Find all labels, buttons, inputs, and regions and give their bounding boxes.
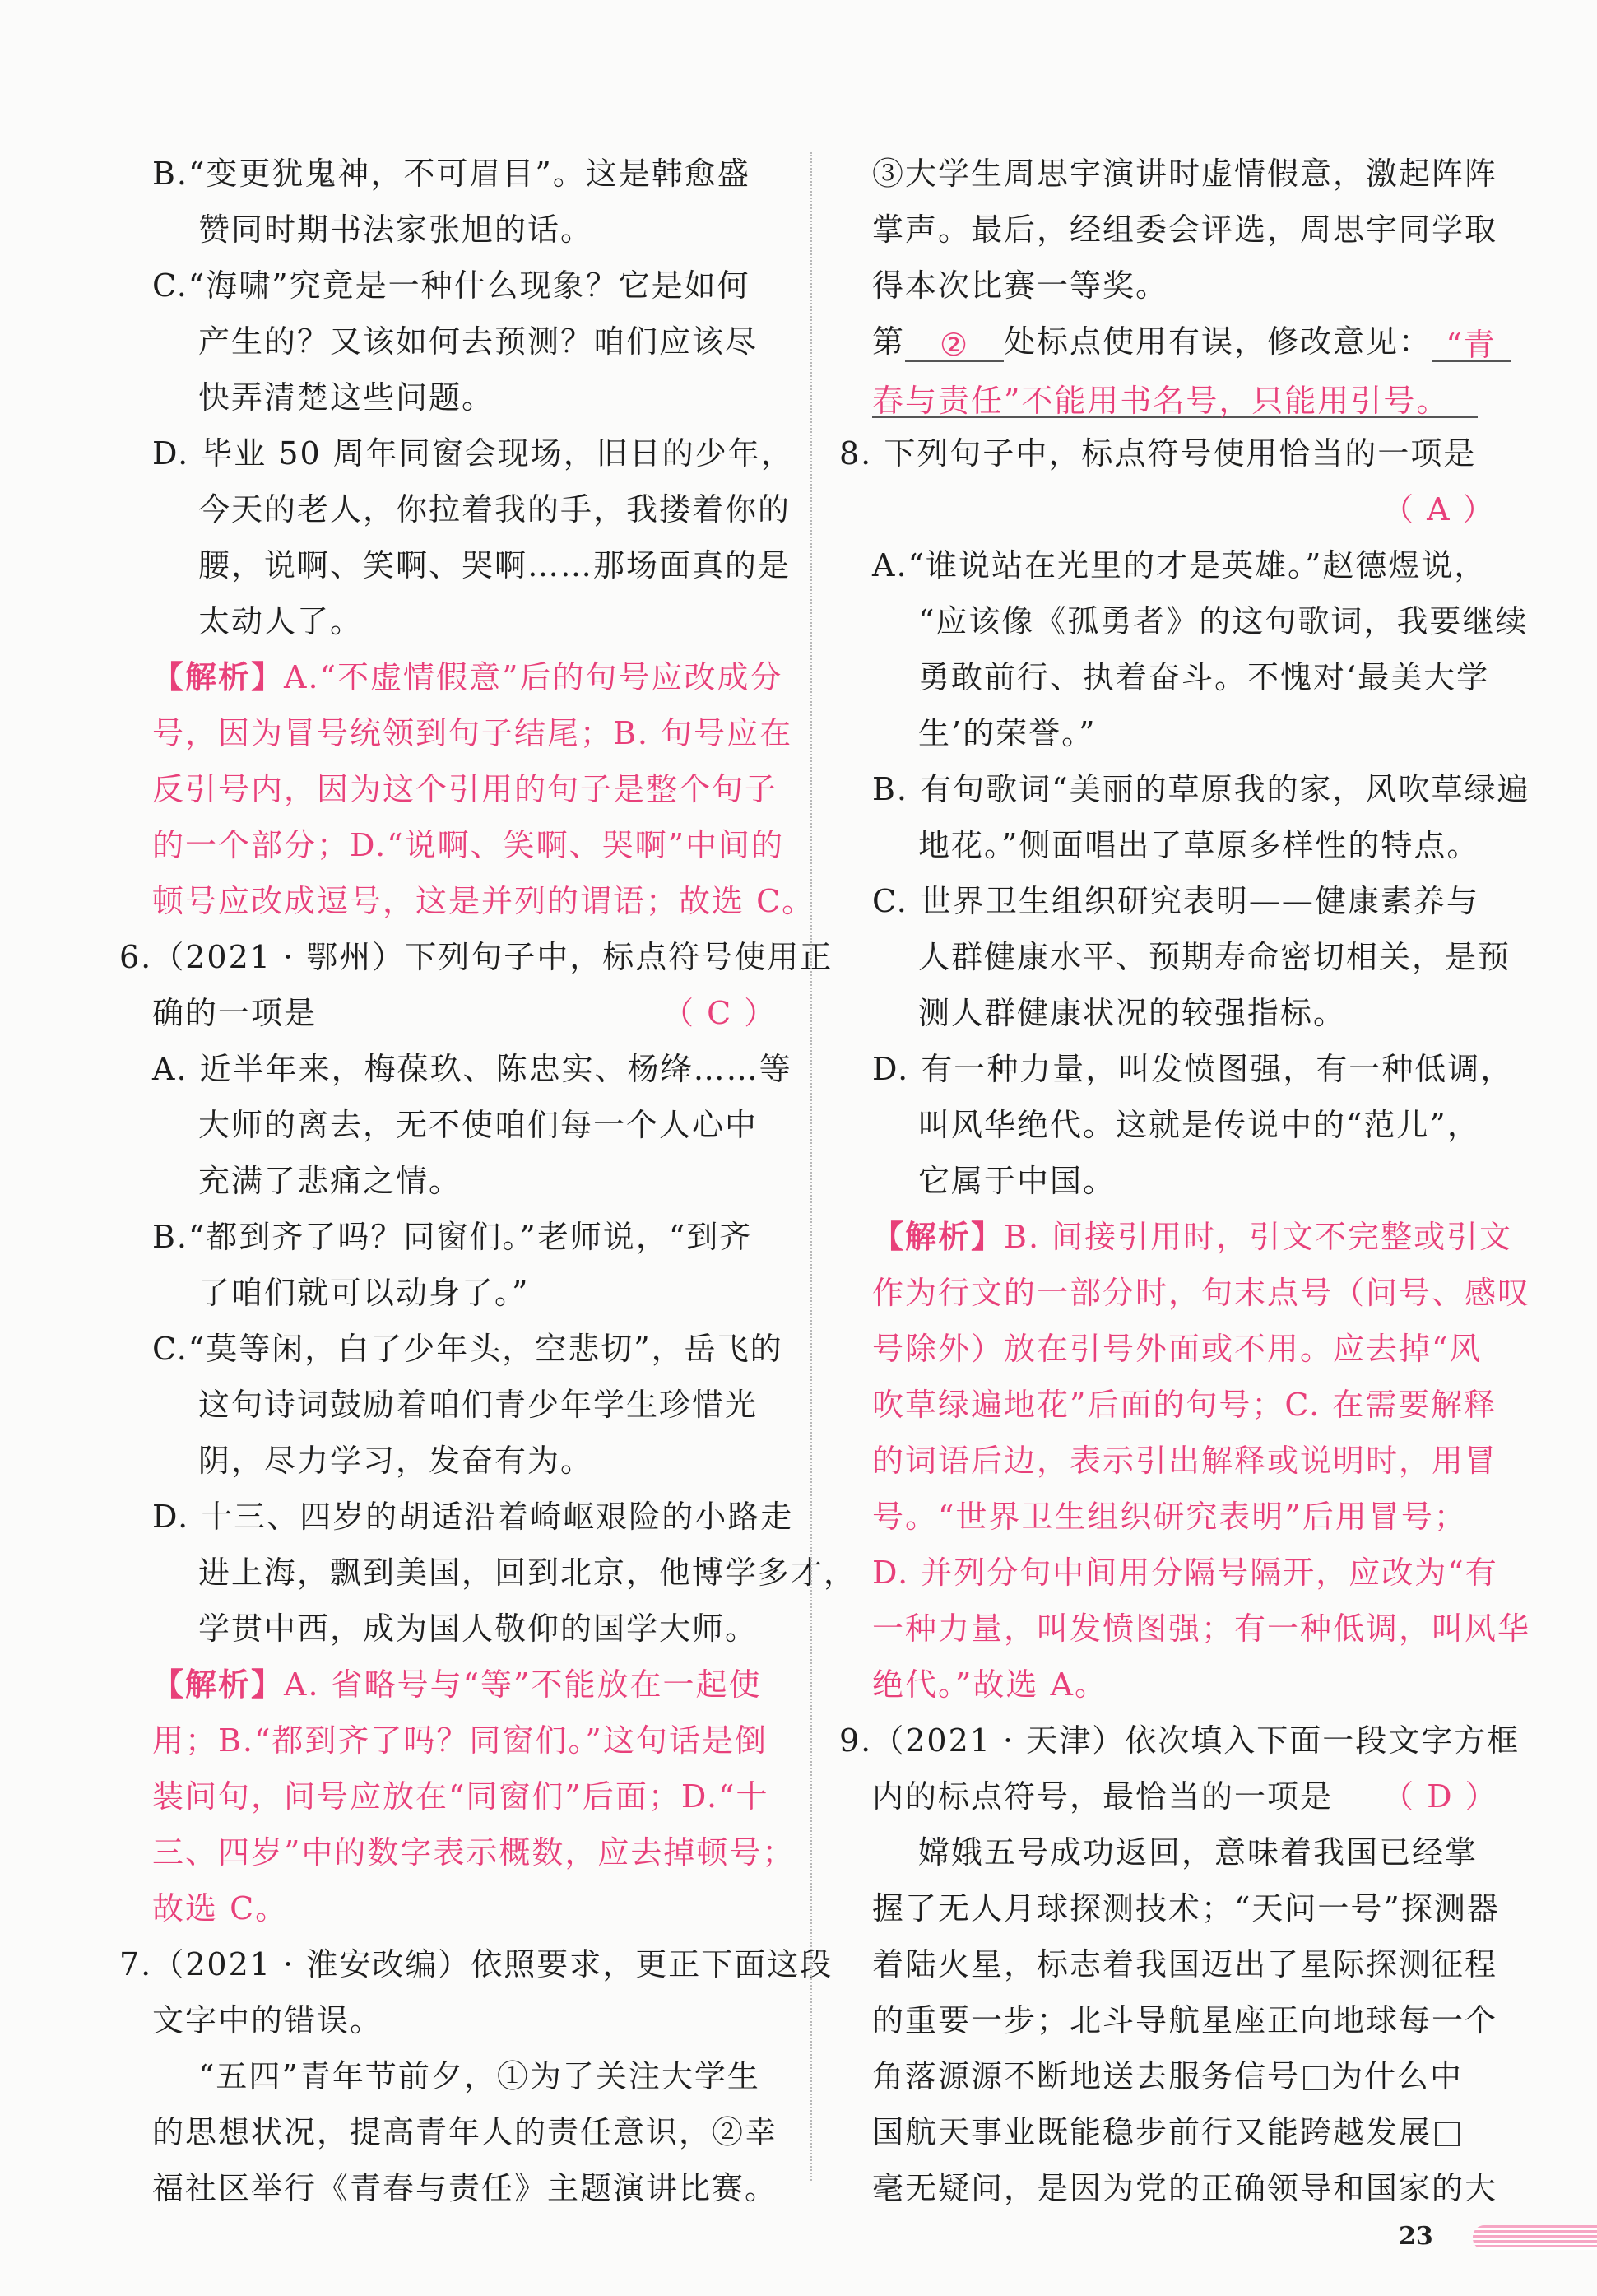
q8-analysis-line5: 的词语后边，表示引出解释或说明时，用冒 [872, 1443, 1498, 1479]
q5-option-d-line2: 今天的老人，你拉着我的手，我搂着你的 [198, 491, 792, 528]
q7-passage-line3: 福社区举行《青春与责任》主题演讲比赛。 [152, 2170, 778, 2206]
punctuation-box-2 [1435, 2122, 1460, 2146]
q6-option-a-line1: A. 近半年来，梅葆玖、陈忠实、杨绛……等 [152, 1051, 792, 1087]
q8-option-b-line1: B. 有句歌词“美丽的草原我的家，风吹草绿遍 [872, 771, 1530, 807]
q7-blank-answer: ② [905, 324, 1004, 362]
q6-analysis-line2: 用；B.“都到齐了吗？同窗们。”这句话是倒 [152, 1722, 768, 1759]
q6-analysis-line3: 装问句，问号应放在“同窗们”后面；D.“十 [152, 1778, 769, 1815]
q7-passage-line6: 得本次比赛一等奖。 [872, 267, 1169, 304]
analysis-tag: 【解析】 [152, 658, 285, 695]
q8-option-c-line1: C. 世界卫生组织研究表明——健康素养与 [872, 883, 1479, 919]
q6-analysis-line4: 三、四岁”中的数字表示概数，应去掉顿号； [152, 1834, 796, 1871]
page-number: 23 [1399, 2222, 1433, 2251]
q6-option-b-line1: B.“都到齐了吗？同窗们。”老师说，“到齐 [152, 1219, 753, 1255]
q6-option-c-line1: C.“莫等闲，白了少年头，空悲切”，岳飞的 [152, 1331, 783, 1367]
q5-option-b-line1: B.“变更犹鬼神，不可眉目”。这是韩愈盛 [152, 156, 750, 192]
q8-option-a-line4: 生’的荣誉。” [918, 715, 1097, 751]
q8-stem: 8. 下列句子中，标点符号使用恰当的一项是 [839, 435, 1477, 472]
q5-analysis-line2: 号，因为冒号统领到句子结尾；B. 句号应在 [152, 715, 793, 751]
q9-passage-line7: 毫无疑问，是因为党的正确领导和国家的大 [872, 2170, 1498, 2206]
column-divider [810, 152, 812, 2181]
q7-stem-line2: 文字中的错误。 [152, 2002, 383, 2038]
q7-passage-line1: “五四”青年节前夕，①为了关注大学生 [198, 2058, 760, 2094]
q8-option-c-line3: 测人群健康状况的较强指标。 [918, 995, 1347, 1031]
q8-option-d-line2: 叫风华绝代。这就是传说中的“范儿”， [918, 1107, 1480, 1143]
q6-option-d-line1: D. 十三、四岁的胡适沿着崎岖艰险的小路走 [152, 1499, 794, 1535]
q6-option-a-line3: 充满了悲痛之情。 [198, 1163, 462, 1199]
q9-passage-line2: 握了无人月球探测技术；“天问一号”探测器 [872, 1890, 1500, 1927]
q9-stem-line1: 9.（2021 · 天津）依次填入下面一段文字方框 [839, 1722, 1520, 1759]
q5-option-b-line2: 赞同时期书法家张旭的话。 [198, 211, 594, 248]
q9-passage-line1: 嫦娥五号成功返回，意味着我国已经掌 [918, 1834, 1479, 1871]
q6-analysis-line1: 【解析】A. 省略号与“等”不能放在一起使 [152, 1666, 762, 1703]
q7-correction-part2: 春与责任”不能用书名号，只能用引号。 [872, 380, 1478, 418]
q7-passage-line2: 的思想状况，提高青年人的责任意识，②幸 [152, 2114, 778, 2150]
q5-option-c-line2: 产生的？又该如何去预测？咱们应该尽 [198, 323, 759, 360]
analysis-tag: 【解析】 [152, 1666, 285, 1703]
q8-option-b-line2: 地花。”侧面唱出了草原多样性的特点。 [918, 827, 1480, 863]
q9-stem-line2: 内的标点符号，最恰当的一项是 [872, 1778, 1334, 1815]
q8-option-a-line1: A.“谁说站在光里的才是英雄。”赵德煜说， [872, 547, 1488, 583]
q6-stem-line1: 6.（2021 · 鄂州）下列句子中，标点符号使用正 [119, 939, 833, 975]
q5-analysis-line3: 反引号内，因为这个引用的句子是整个句子 [152, 771, 778, 807]
q5-option-d-line1: D. 毕业 50 周年同窗会现场，旧日的少年， [152, 435, 794, 472]
q9-passage-line3: 着陆火星，标志着我国迈出了星际探测征程 [872, 1946, 1498, 1982]
q5-analysis-line4: 的一个部分；D.“说啊、笑啊、哭啊”中间的 [152, 827, 785, 863]
q5-option-d-line4: 太动人了。 [198, 603, 364, 639]
q6-answer: （ C ） [662, 995, 778, 1031]
q8-analysis-line2: 作为行文的一部分时，句末点号（问号、感叹 [872, 1275, 1531, 1311]
page-number-decoration [1473, 2225, 1597, 2250]
q8-option-a-line3: 勇敢前行、执着奋斗。不愧对‘最美大学 [918, 659, 1490, 695]
q8-option-c-line2: 人群健康水平、预期寿命密切相关，是预 [918, 939, 1511, 975]
q8-analysis-line8: 一种力量，叫发愤图强；有一种低调，叫风华 [872, 1610, 1531, 1647]
q6-option-c-line3: 阴，尽力学习，发奋有为。 [198, 1443, 594, 1479]
q6-option-b-line2: 了咱们就可以动身了。” [198, 1275, 530, 1311]
q9-passage-line5: 角落源源不断地送去服务信号 为什么中 [872, 2058, 1464, 2094]
q6-option-d-line2: 进上海，飘到美国，回到北京，他博学多才， [198, 1555, 857, 1591]
q8-analysis-line3: 号除外）放在引号外面或不用。应去掉“风 [872, 1331, 1483, 1367]
q8-option-d-line3: 它属于中国。 [918, 1163, 1117, 1199]
q5-option-c-line1: C.“海啸”究竟是一种什么现象？它是如何 [152, 267, 750, 304]
q9-passage-line6: 国航天事业既能稳步前行又能跨越发展 [872, 2112, 1463, 2153]
q6-option-c-line2: 这句诗词鼓励着咱们青少年学生珍惜光 [198, 1387, 759, 1423]
q6-option-d-line3: 学贯中西，成为国人敬仰的国学大师。 [198, 1610, 759, 1647]
q8-analysis-line9: 绝代。”故选 A。 [872, 1666, 1107, 1703]
q8-analysis-line7: D. 并列分句中间用分隔号隔开，应改为“有 [872, 1555, 1498, 1591]
q8-option-a-line2: “应该像《孤勇者》的这句歌词，我要继续 [918, 603, 1529, 639]
q9-answer: （ D ） [1382, 1778, 1498, 1815]
q7-fill-line1: 第 ② 处标点使用有误，修改意见： “青 [872, 321, 1511, 362]
q5-analysis-line1: 【解析】A.“不虚情假意”后的句号应改成分 [152, 658, 783, 695]
q5-option-d-line3: 腰，说啊、笑啊、哭啊……那场面真的是 [198, 547, 792, 583]
q8-option-d-line1: D. 有一种力量，叫发愤图强，有一种低调， [872, 1051, 1514, 1087]
q7-correction-part1: “青 [1432, 324, 1511, 362]
q9-passage-line4: 的重要一步；北斗导航星座正向地球每一个 [872, 2002, 1498, 2038]
q8-analysis-line1: 【解析】B. 间接引用时，引文不完整或引文 [872, 1218, 1513, 1255]
q5-analysis-line5: 顿号应改成逗号，这是并列的谓语；故选 C。 [152, 883, 815, 919]
q7-passage-line4: ③大学生周思宇演讲时虚情假意，激起阵阵 [872, 156, 1498, 192]
q6-option-a-line2: 大师的离去，无不使咱们每一个人心中 [198, 1107, 759, 1143]
q8-analysis-line4: 吹草绿遍地花”后面的句号；C. 在需要解释 [872, 1387, 1497, 1423]
q5-option-c-line3: 快弄清楚这些问题。 [198, 379, 495, 416]
analysis-tag: 【解析】 [872, 1218, 1005, 1255]
q8-analysis-line6: 号。“世界卫生组织研究表明”后用冒号； [872, 1499, 1467, 1535]
q7-stem-line1: 7.（2021 · 淮安改编）依照要求，更正下面这段 [119, 1946, 833, 1982]
q6-analysis-line5: 故选 C。 [152, 1890, 289, 1927]
q8-answer: （ A ） [1382, 491, 1496, 528]
q7-fill-line2 [872, 377, 1478, 418]
punctuation-box-1 [1303, 2066, 1328, 2090]
q7-passage-line5: 掌声。最后，经组委会评选，周思宇同学取 [872, 211, 1498, 248]
q6-stem-line2: 确的一项是 [152, 995, 318, 1031]
